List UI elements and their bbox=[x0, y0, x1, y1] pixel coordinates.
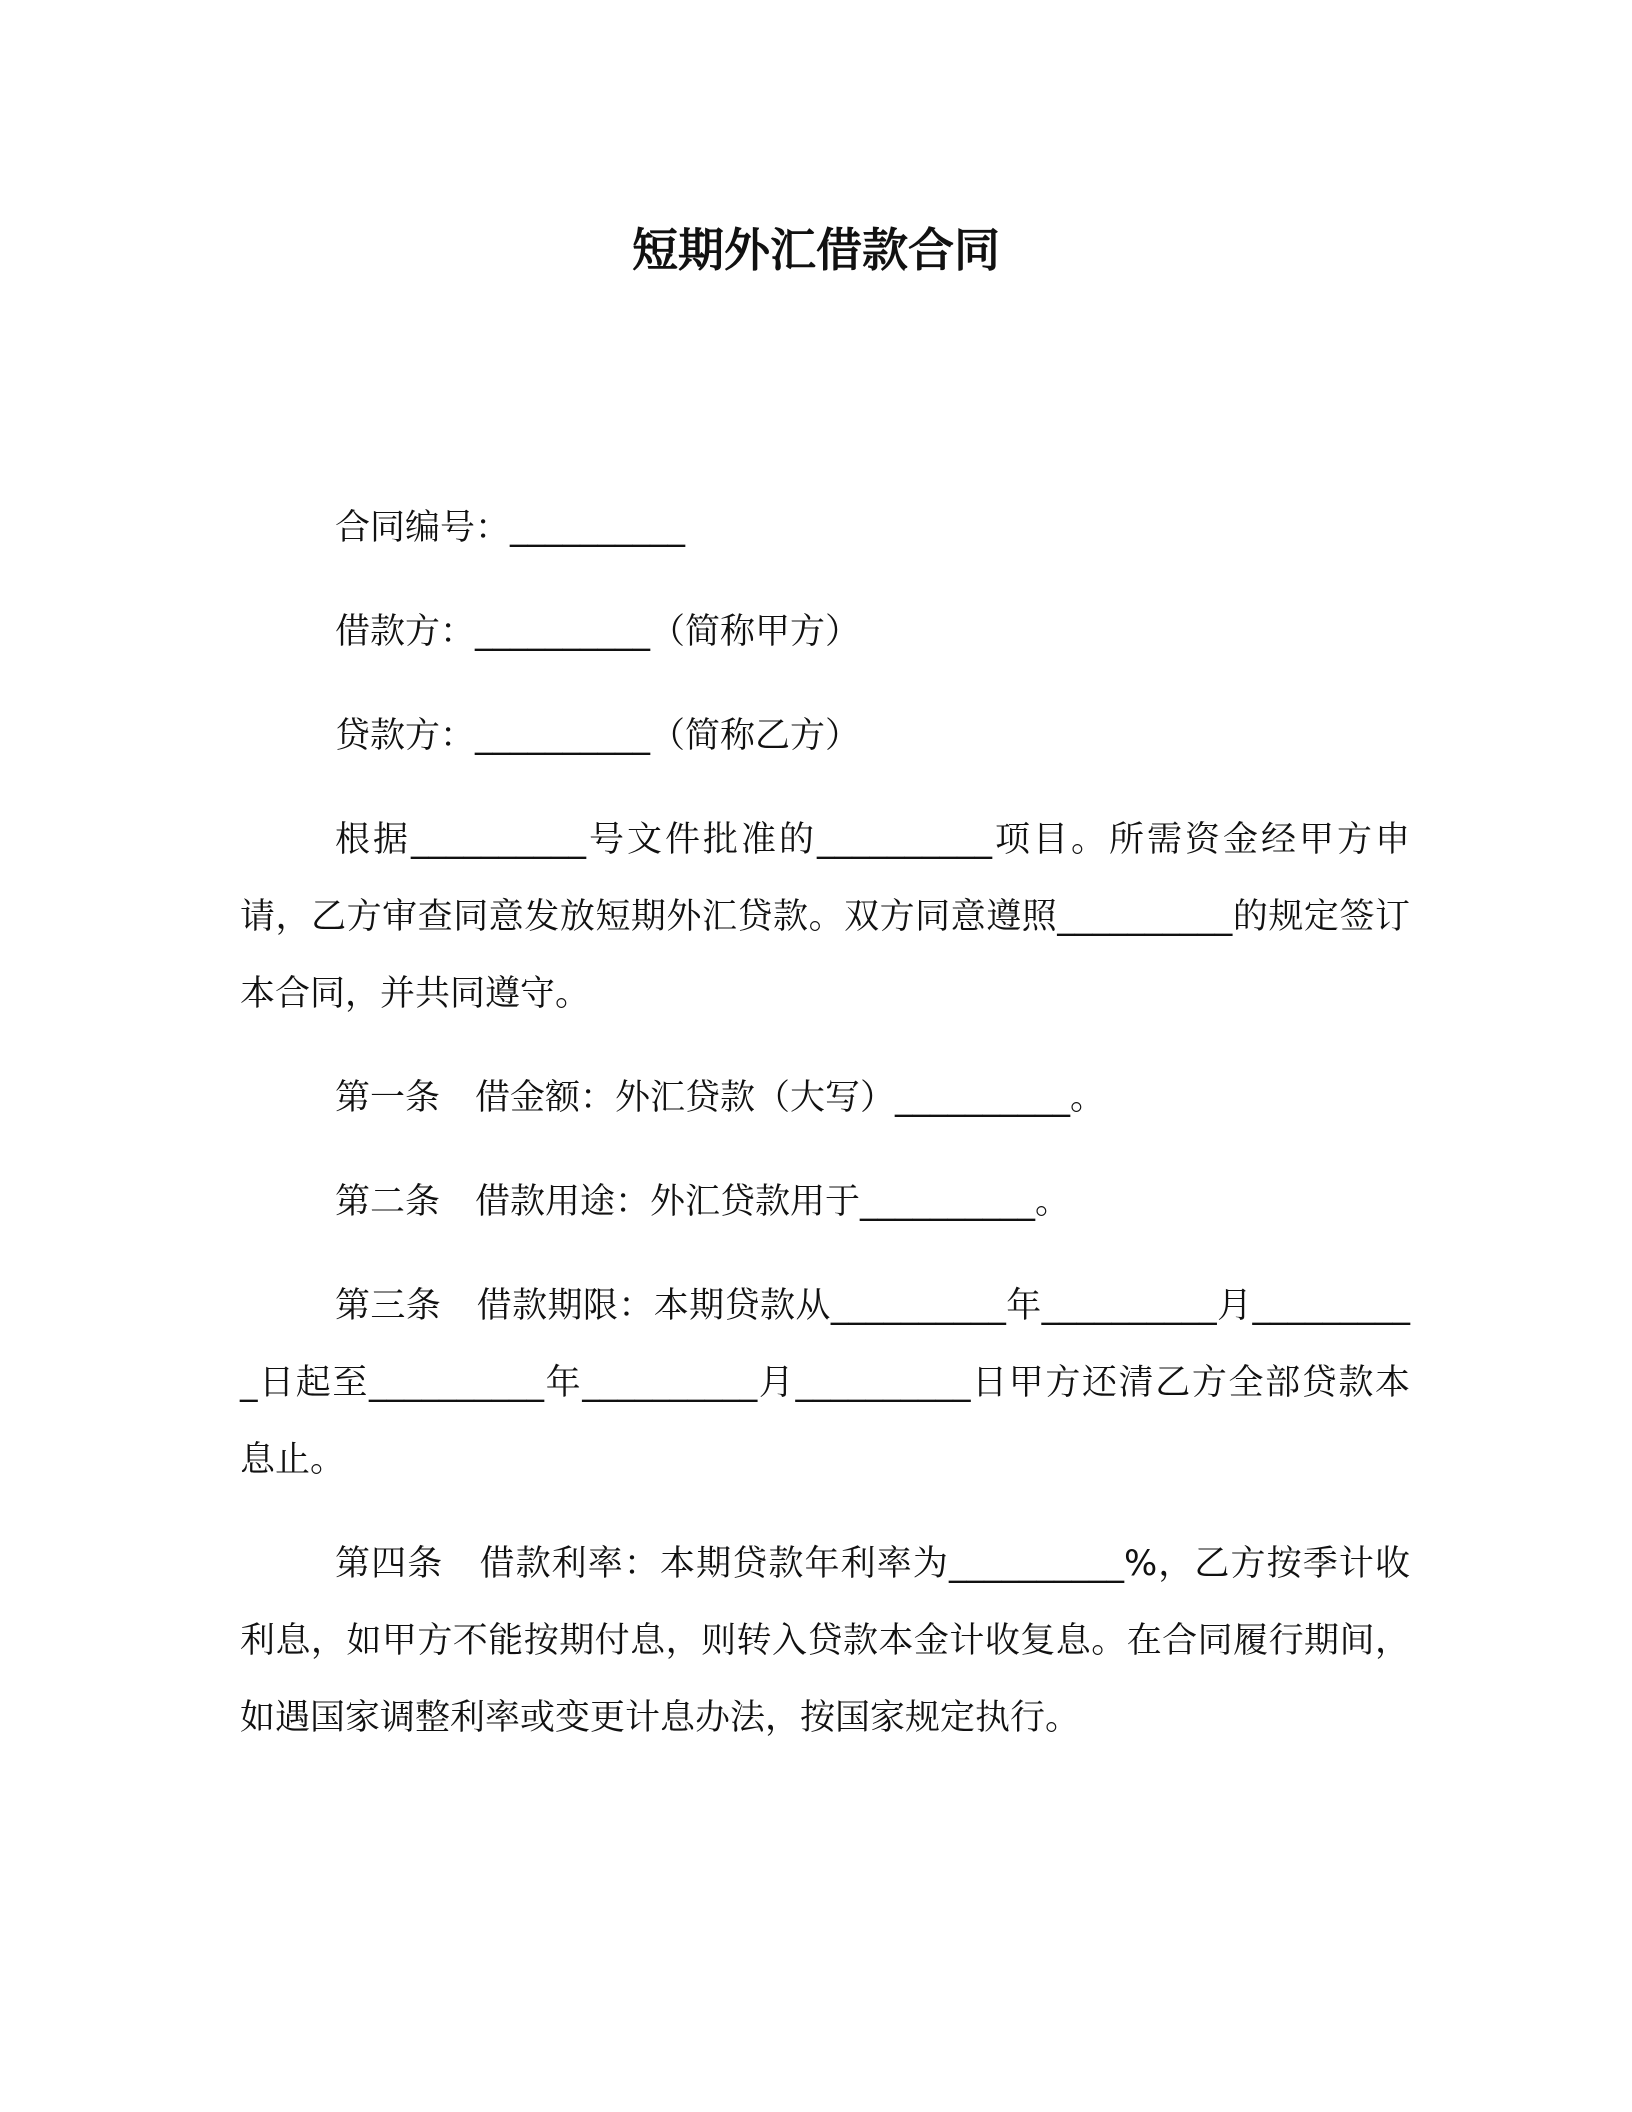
article-4-interest-rate: 第四条 借款利率：本期贷款年利率为__________%，乙方按季计收利息，如甲方不能按期付息，则转入贷款本金计收复息。在合同履行期间，如遇国家调整利率或变更计息办法，按国家规定执行。 bbox=[240, 1544, 1410, 1738]
article-1-loan-amount: 第一条 借金额：外汇贷款（大写）__________。 bbox=[335, 1078, 1106, 1118]
document-title: 短期外汇借款合同 bbox=[632, 223, 1000, 277]
article-3-loan-term: 第三条 借款期限：本期贷款从__________年__________月__________日起至__________年__________月__________日甲方还清乙方全部贷款本息止。 bbox=[240, 1286, 1410, 1480]
contract-number-line: 合同编号：__________ bbox=[335, 508, 686, 548]
document-body bbox=[240, 490, 1410, 1757]
lender-line: 贷款方：__________（简称乙方） bbox=[335, 716, 861, 756]
borrower-line: 借款方：__________（简称甲方） bbox=[335, 612, 861, 652]
article-2-loan-purpose: 第二条 借款用途：外汇贷款用于__________。 bbox=[335, 1182, 1071, 1222]
preamble-paragraph: 根据__________号文件批准的__________项目。所需资金经甲方申请，乙方审查同意发放短期外汇贷款。双方同意遵照__________的规定签订本合同，并共同遵守。 bbox=[240, 820, 1410, 1014]
